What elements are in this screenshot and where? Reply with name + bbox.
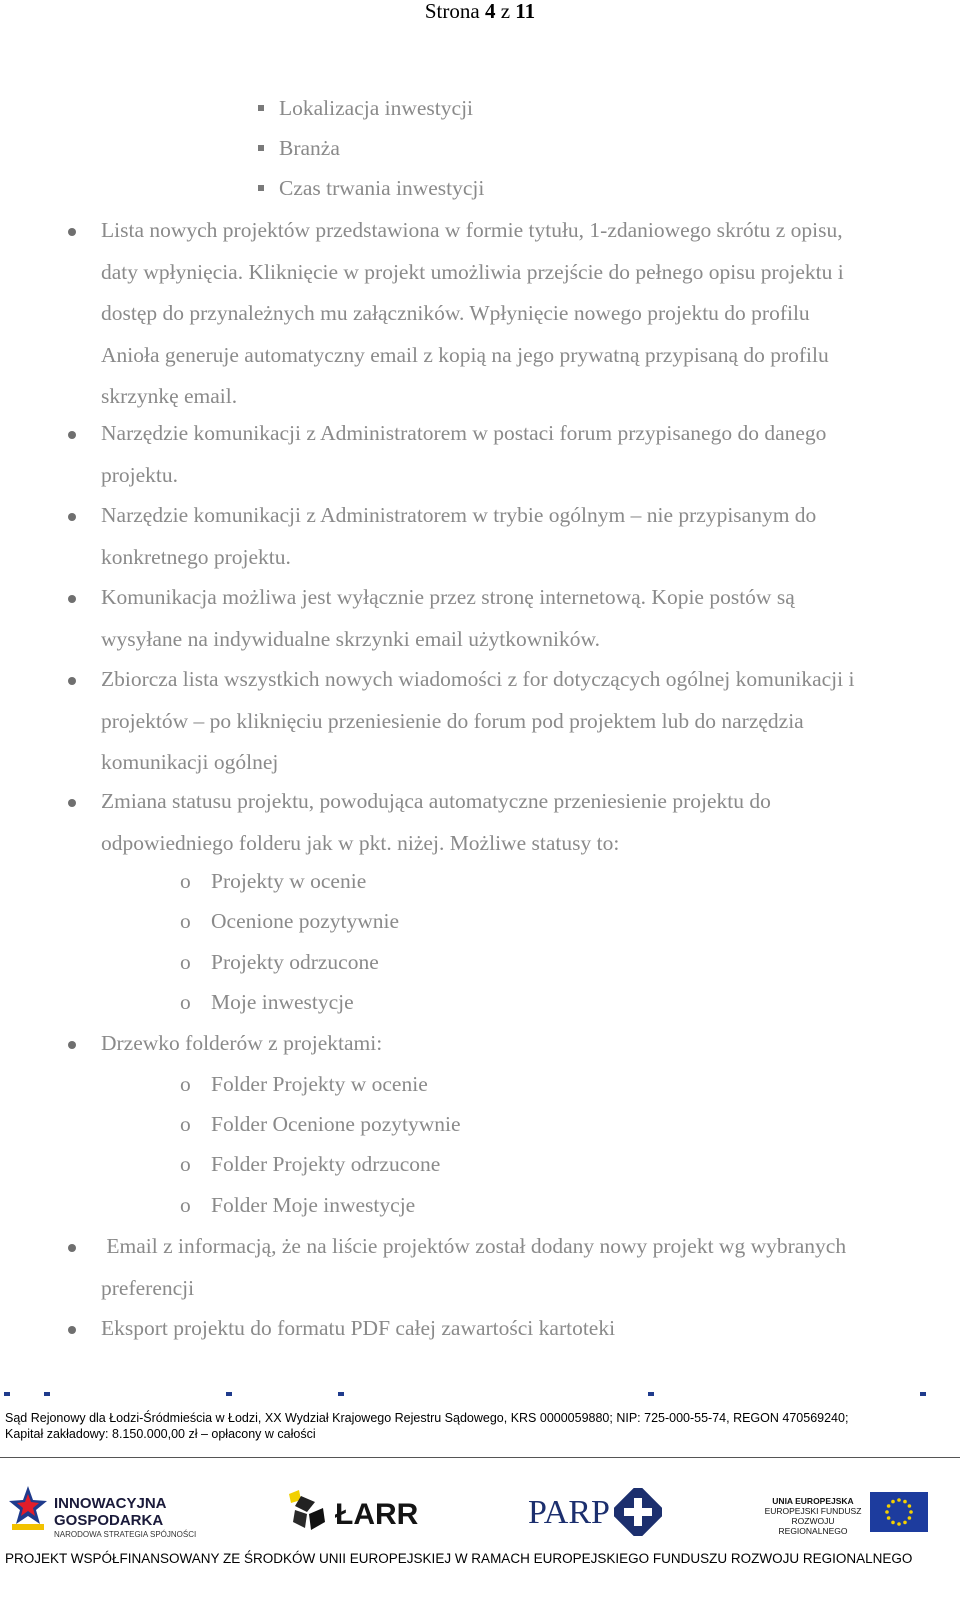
dash-mark [44, 1392, 50, 1396]
round-bullet-icon [68, 799, 76, 807]
innowacyjna-gospodarka-logo [8, 1482, 208, 1542]
round-bullet-icon [68, 431, 76, 439]
round-bullet-icon [68, 1326, 76, 1334]
parp-wordmark: PARP [528, 1494, 610, 1531]
circle-bullet-icon: o [180, 1112, 191, 1136]
list-item-text: Narzędzie komunikacji z Administratorem w trybie ogólnym – nie przypisanym do konkretnego projektu. [101, 503, 817, 569]
sponsor-logos [0, 1470, 960, 1550]
footer-divider [0, 1457, 960, 1458]
list-item-text: Narzędzie komunikacji z Administratorem w postaci forum przypisanego do danego projektu. [101, 421, 827, 487]
list-item-text: Branża [279, 136, 340, 160]
list-item-text: Eksport projektu do formatu PDF całej zawartości kartoteki [101, 1316, 616, 1340]
dash-mark [4, 1392, 10, 1396]
round-bullet-icon [68, 1041, 76, 1049]
square-bullet-icon [258, 145, 264, 151]
dash-mark [226, 1392, 232, 1396]
parp-arrow-icon [614, 1488, 662, 1536]
parp-logo [528, 1488, 668, 1538]
total-pages: 11 [515, 0, 536, 23]
square-bullet-icon [258, 185, 264, 191]
ig-title-line2: GOSPODARKA [54, 1512, 164, 1529]
larr-cube-icon [283, 1488, 333, 1538]
round-bullet-icon [68, 228, 76, 236]
ig-star-icon [8, 1484, 48, 1532]
footer-dash-divider [0, 1392, 960, 1396]
list-item-text: Czas trwania inwestycji [279, 176, 485, 200]
round-bullet-icon [68, 595, 76, 603]
dash-mark [338, 1392, 344, 1396]
dash-mark [920, 1392, 926, 1396]
circle-bullet-icon: o [180, 869, 191, 893]
circle-bullet-icon: o [180, 1193, 191, 1217]
square-bullet-icon [258, 105, 264, 111]
circle-bullet-icon: o [180, 950, 191, 974]
circle-bullet-icon: o [180, 1072, 191, 1096]
ig-subtitle: NARODOWA STRATEGIA SPÓJNOŚCI [54, 1530, 197, 1539]
list-item-text: Zmiana statusu projektu, powodująca automatyczne przeniesienie projektu do odpowiedniego folderu jak w pkt. niżej. Możliwe statusy to: [101, 789, 771, 855]
circle-bullet-icon: o [180, 1152, 191, 1176]
larr-logo [283, 1488, 433, 1538]
round-bullet-icon [68, 513, 76, 521]
page-of: z [500, 0, 511, 23]
circle-bullet-icon: o [180, 909, 191, 933]
eu-flag-icon [870, 1492, 928, 1532]
larr-wordmark: ŁARR [335, 1498, 419, 1531]
eu-logo [760, 1492, 950, 1537]
page-label: Strona [424, 0, 480, 23]
list-item-text: Lista nowych projektów przedstawiona w formie tytułu, 1-zdaniowego skrótu z opisu, daty wpłynięcia. Kliknięcie w projekt umożliwia przejście do pełnego opisu projektu i dostęp do przynależnych mu załączników. Wpłynięcie nowego projektu do profilu Anioła generuje automatyczny email z kopią na jego prywatną przypisaną do profilu skrzynkę email. [101, 218, 844, 408]
list-item-text: Email z informacją, że na liście projektów został dodany nowy projekt wg wybranych preferencji [101, 1234, 847, 1300]
list-item-text: Zbiorcza lista wszystkich nowych wiadomości z for dotyczących ogólnej komunikacji i projektów – po kliknięciu przeniesienie do forum pod projektem lub do narzędzia komunikacji ogólnej [101, 667, 855, 774]
list-item-text: Drzewko folderów z projektami: [101, 1031, 383, 1055]
circle-bullet-icon: o [180, 990, 191, 1014]
ig-title-line1: INNOWACYJNA [54, 1495, 167, 1512]
eu-label: UNIA EUROPEJSKA EUROPEJSKI FUNDUSZ ROZWOJU REGIONALNEGO [764, 1496, 862, 1536]
list-item-text: Komunikacja możliwa jest wyłącznie przez stronę internetową. Kopie postów są wysyłane na indywidualne skrzynki email użytkowników. [101, 585, 795, 651]
list-item-text: Lokalizacja inwestycji [279, 96, 474, 120]
page-number-header [0, 0, 960, 22]
dash-mark [648, 1392, 654, 1396]
round-bullet-icon [68, 677, 76, 685]
current-page: 4 [484, 0, 496, 23]
cofinancing-note: PROJEKT WSPÓŁFINANSOWANY ZE ŚRODKÓW UNII EUROPEJSKIEJ W RAMACH EUROPEJSKIEGO FUNDUSZU ROZWOJU REGIONALNEGO [5, 1551, 913, 1566]
footer-legal-text: Sąd Rejonowy dla Łodzi-Śródmieścia w Łodzi, XX Wydział Krajowego Rejestru Sądowego, KRS 0000059880; NIP: 725-000-55-74, REGON 470569240; Kapitał zakładowy: 8.150.000,00 zł – opłacony w całości [5, 1411, 849, 1441]
round-bullet-icon [68, 1244, 76, 1252]
